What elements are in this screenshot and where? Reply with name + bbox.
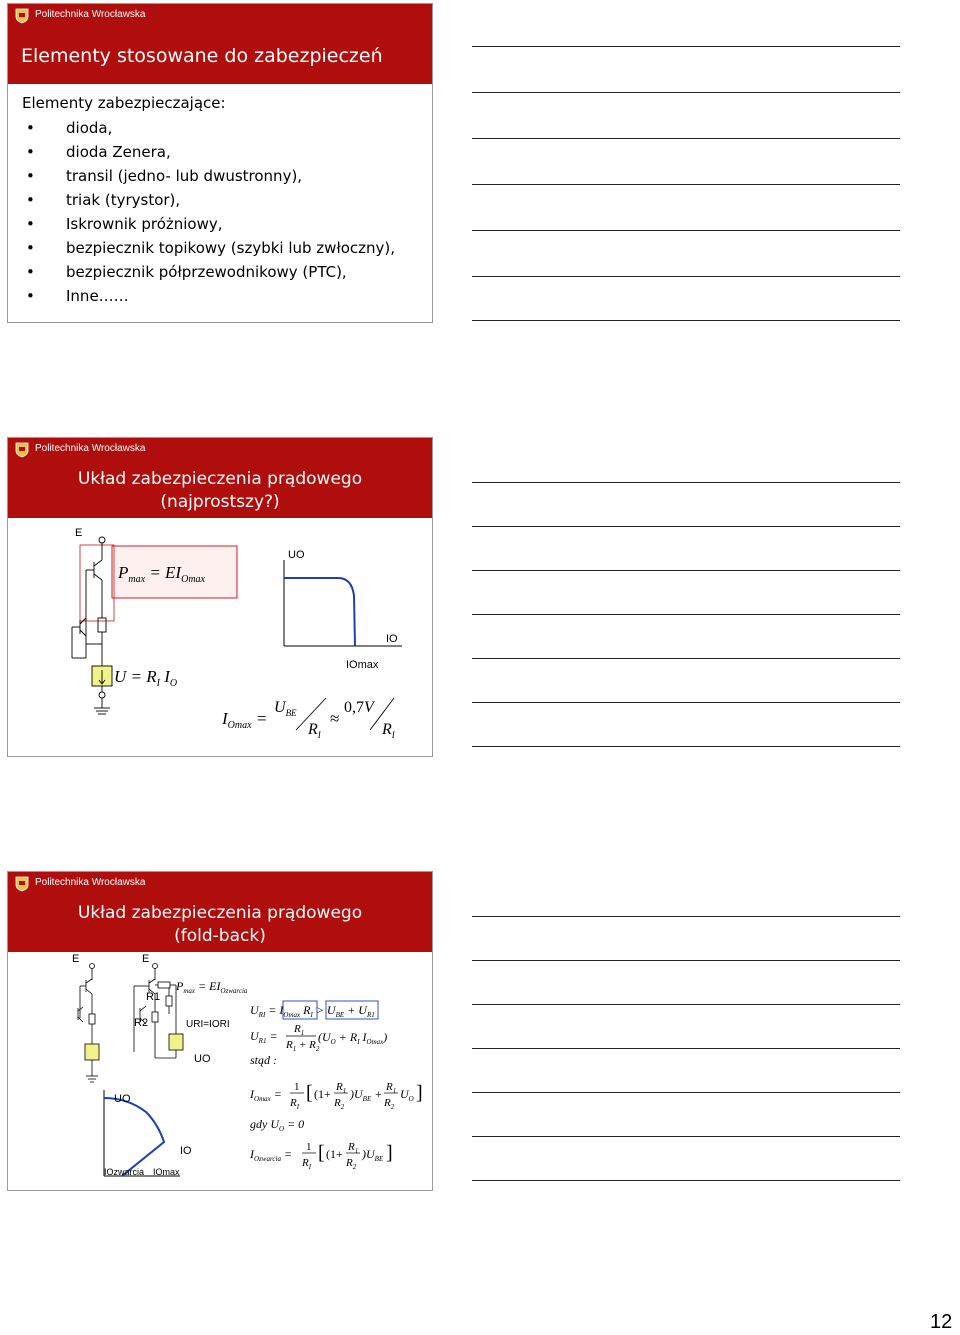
title-line: Układ zabezpieczenia prądowego bbox=[77, 469, 363, 489]
label-r1: R1 bbox=[146, 991, 161, 1003]
formula-07v: 0,7V bbox=[344, 699, 374, 716]
eq2-denominator: $R_1 + R_2$ bbox=[286, 1039, 320, 1053]
slide-simple-current-protection bbox=[7, 437, 433, 757]
eq3-r1: $R_1$ bbox=[336, 1081, 347, 1095]
eq4-bracket-left: [ bbox=[318, 1142, 325, 1164]
eq3-uo: $U_O$ bbox=[400, 1087, 414, 1103]
axis-label-io: IO bbox=[180, 1145, 192, 1157]
eq3-r1b: $R_1$ bbox=[386, 1081, 397, 1095]
eq4-r2: $R_2$ bbox=[346, 1157, 357, 1171]
intro-text: Elementy zabezpieczające: bbox=[22, 94, 226, 112]
page-number: 12 bbox=[930, 1311, 953, 1333]
eq4-one-plus: (1+ bbox=[326, 1147, 343, 1161]
eq3-ube: )$U_{BE}$ + bbox=[350, 1087, 383, 1103]
label-supply-E1: E bbox=[72, 953, 80, 965]
slide-header bbox=[8, 872, 432, 896]
university-crest-icon bbox=[14, 442, 30, 458]
list-item: • Iskrownik próżniowy, bbox=[22, 212, 395, 236]
label-uri: URI=IORI bbox=[186, 1019, 230, 1030]
slide-title bbox=[8, 896, 432, 952]
eq3-one: 1 bbox=[294, 1081, 300, 1093]
slide-header bbox=[8, 438, 432, 462]
equation-1: $U_{RI} = I_O\max$ $R_I > U_{BE} + U_{R1}$ bbox=[250, 1003, 375, 1019]
eq4-one: 1 bbox=[306, 1141, 312, 1153]
foldback-curve bbox=[284, 578, 355, 646]
label-iomax: IOmax bbox=[346, 659, 379, 671]
formula-pmax-foldback: $P_{max} = EI_{Ozwarcia}$ bbox=[176, 979, 248, 995]
transistor-circuit bbox=[72, 537, 114, 714]
word-stad: stąd : bbox=[250, 1053, 277, 1067]
label-supply-E2: E bbox=[142, 953, 150, 965]
protection-elements-list bbox=[22, 116, 395, 308]
formula-ri-2: $R_I$ bbox=[382, 721, 395, 740]
eq3-bracket-left: [ bbox=[306, 1082, 313, 1104]
formula-pmax: $P_{max} = EI_O\max$ bbox=[118, 563, 205, 585]
eq4-bracket-right: ] bbox=[386, 1142, 393, 1164]
equation-4: $I_{Ozwarcia}$ = bbox=[250, 1147, 293, 1163]
formula-iomax: $I_O\max$ = bbox=[222, 709, 268, 731]
eq4-ube: )$U_{BE}$ bbox=[362, 1147, 384, 1163]
slide-elements bbox=[7, 3, 433, 323]
list-item: • dioda, bbox=[22, 116, 395, 140]
institution-name: Politechnika Wrocławska bbox=[35, 877, 146, 888]
list-item: • bezpiecznik półprzewodnikowy (PTC), bbox=[22, 260, 395, 284]
institution-name: Politechnika Wrocławska bbox=[35, 443, 146, 454]
slide-title bbox=[8, 462, 432, 518]
axis-label-uo: UO bbox=[114, 1093, 131, 1105]
equation-2: $U_{R1}$ = bbox=[250, 1029, 278, 1045]
label-r2: R2 bbox=[134, 1017, 149, 1029]
eq3-bracket-right: ] bbox=[416, 1082, 423, 1104]
eq3-one-plus: (1+ bbox=[314, 1087, 331, 1101]
formula-ri: $R_I$ bbox=[308, 721, 321, 740]
foldback-circuit bbox=[134, 964, 183, 1059]
list-item: • transil (jedno- lub dwustronny), bbox=[22, 164, 395, 188]
eq3-r2: $R_2$ bbox=[334, 1097, 345, 1111]
title-line: Układ zabezpieczenia prądowego bbox=[77, 903, 363, 923]
word-gdy: gdy $U_O = 0$ bbox=[250, 1117, 305, 1133]
label-iomax: IOmax bbox=[153, 1167, 180, 1177]
eq4-ri: $R_I$ bbox=[302, 1157, 312, 1171]
axis-label-uo: UO bbox=[288, 549, 305, 561]
circuit-and-characteristic bbox=[8, 518, 432, 756]
label-supply-E: E bbox=[75, 527, 83, 539]
foldback-circuit-and-equations bbox=[8, 952, 432, 1190]
list-item: • dioda Zenera, bbox=[22, 140, 395, 164]
list-item: • Inne…… bbox=[22, 284, 395, 308]
formula-approx: ≈ bbox=[330, 709, 340, 728]
uo-io-characteristic bbox=[284, 560, 402, 646]
slide-header bbox=[8, 4, 432, 28]
label-iozwarcia: IOzwarcia bbox=[104, 1167, 145, 1177]
equation-3: $I_O\max$ = bbox=[250, 1087, 282, 1103]
slide-foldback-protection bbox=[7, 871, 433, 1191]
label-uo-circuit: UO bbox=[194, 1053, 211, 1065]
eq3-ri: $R_I$ bbox=[290, 1097, 300, 1111]
list-item: • triak (tyrystor), bbox=[22, 188, 395, 212]
formula-ube: $U_{BE}$ bbox=[274, 699, 297, 718]
slide-title: Elementy stosowane do zabezpieczeń bbox=[8, 28, 432, 84]
eq3-r2b: $R_2$ bbox=[384, 1097, 395, 1111]
foldback-curve bbox=[104, 1098, 164, 1176]
simple-circuit-small bbox=[78, 964, 99, 1083]
university-crest-icon bbox=[14, 8, 30, 24]
university-crest-icon bbox=[14, 876, 30, 892]
list-item: • bezpiecznik topikowy (szybki lub zwłoczny), bbox=[22, 236, 395, 260]
axis-label-io: IO bbox=[386, 633, 398, 645]
eq4-r1: $R_1$ bbox=[348, 1141, 359, 1155]
institution-name: Politechnika Wrocławska bbox=[35, 9, 146, 20]
eq2-numerator: $R_1$ bbox=[294, 1023, 305, 1037]
formula-voltage-drop: $U = R_I$ $I_O$ bbox=[114, 667, 178, 689]
eq2-bracket: ($U_O + R_I$ $I_O\max$) bbox=[318, 1030, 388, 1046]
title-line: (najprostszy?) bbox=[160, 492, 280, 512]
title-line: (fold-back) bbox=[174, 926, 266, 946]
